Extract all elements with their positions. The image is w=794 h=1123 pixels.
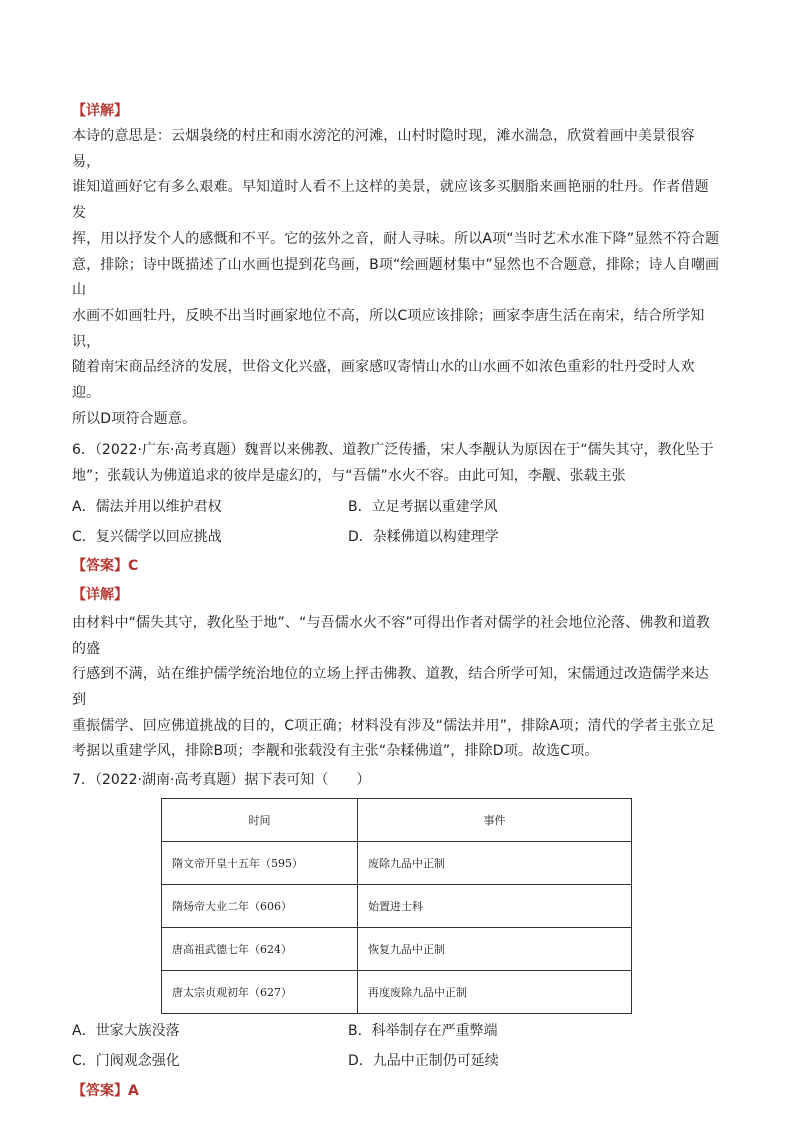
detail-heading-1: 【详解】 — [72, 103, 128, 119]
question-6-stem-line: 6．（2022·广东·高考真题）魏晋以来佛教、道教广泛传播，宋人李觏认为原因在于“儒失其守，教化坠于 — [72, 442, 714, 459]
explanation-line: 挥，用以抒发个人的感慨和不平。它的弦外之音，耐人寻味。所以A项“当时艺术水准下降”显然不符合题 — [72, 230, 720, 247]
table-cell: 再度废除九品中正制 — [358, 970, 632, 1013]
history-table — [161, 798, 632, 1014]
question-6-answer — [72, 553, 722, 579]
option-b: B．立足考据以重建学风 — [348, 498, 498, 515]
explanation-line: 随着南宋商品经济的发展，世俗文化兴盛，画家感叹寄情山水的山水画不如浓色重彩的牡丹受时人欢迎。 — [72, 359, 695, 402]
option-d: D．九品中正制仍可延续 — [348, 1052, 499, 1069]
explanation-line: 考据以重建学风，排除B项；李觏和张载没有主张“杂糅佛道”，排除D项。故选C项。 — [72, 743, 599, 760]
question-6 — [72, 438, 722, 489]
question-6-stem-line: 地”；张载认为佛道追求的彼岸是虚幻的，与“吾儒”水火不容。由此可知，李觏、张载主张 — [72, 468, 626, 485]
answer-value: A — [128, 1082, 139, 1099]
explanation-line: 由材料中“儒失其守，教化坠于地”、“与吾儒水火不容”可得出作者对儒学的社会地位沦落、佛教和道教的盛 — [72, 614, 711, 657]
table-cell: 隋炀帝大业二年（606） — [162, 884, 358, 927]
explanation-line: 水画不如画牡丹，反映不出当时画家地位不高，所以C项应该排除；画家李唐生活在南宋，结合所学知识， — [72, 307, 705, 350]
option-c: C．门阀观念强化 — [72, 1052, 180, 1069]
table-header-row — [162, 798, 632, 841]
detail-heading-2: 【详解】 — [72, 586, 128, 603]
explanation-line: 谁知道画好它有多么艰难。早知道时人看不上这样的美景，就应该多买胭脂来画艳丽的牡丹。作者借题发 — [72, 179, 709, 222]
answer-label: 【答案】 — [72, 1082, 128, 1099]
document-page — [72, 98, 722, 1104]
explanation-line: 重振儒学、回应佛道挑战的目的，C项正确；材料没有涉及“儒法并用”，排除A项；清代的学者主张立足 — [72, 717, 715, 734]
table-cell: 恢复九品中正制 — [358, 927, 632, 970]
explanation-paragraph-1 — [72, 124, 722, 432]
table-row — [162, 841, 632, 884]
question-7-answer — [72, 1078, 722, 1104]
table-cell: 唐太宗贞观初年（627） — [162, 970, 358, 1013]
answer-label: 【答案】 — [72, 557, 128, 574]
explanation-paragraph-2 — [72, 611, 722, 765]
explanation-line: 所以D项符合题意。 — [72, 410, 197, 427]
table-row — [162, 970, 632, 1013]
question-7-stem-line: 7．（2022·湖南·高考真题）据下表可知（ ） — [72, 772, 371, 789]
option-a: A．儒法并用以维护君权 — [72, 498, 222, 515]
table-header-cell: 时间 — [162, 798, 358, 841]
explanation-line: 行感到不满，站在维护儒学统治地位的立场上抨击佛教、道教，结合所学可知，宋儒通过改造儒学来达到 — [72, 666, 709, 708]
table-cell: 唐高祖武德七年（624） — [162, 927, 358, 970]
explanation-line: 意，排除；诗中既描述了山水画也提到花鸟画，B项“绘画题材集中”显然也不合题意，排除；诗人自嘲画山 — [72, 256, 720, 299]
option-b: B．科举制存在严重弊端 — [348, 1022, 498, 1039]
table-cell: 始置进士科 — [358, 884, 632, 927]
option-d: D．杂糅佛道以构建理学 — [348, 528, 499, 545]
table-cell: 隋文帝开皇十五年（595） — [162, 841, 358, 884]
question-7 — [72, 768, 722, 794]
question-7-options — [72, 1016, 722, 1076]
table-header-cell: 事件 — [358, 798, 632, 841]
question-6-options — [72, 492, 722, 552]
answer-value: C — [128, 557, 139, 574]
table-cell: 废除九品中正制 — [358, 841, 632, 884]
table-row — [162, 884, 632, 927]
option-c: C．复兴儒学以回应挑战 — [72, 528, 222, 545]
table-row — [162, 927, 632, 970]
option-a: A．世家大族没落 — [72, 1022, 180, 1039]
explanation-line: 本诗的意思是：云烟袅绕的村庄和雨水滂沱的河滩，山村时隐时现，滩水湍急，欣赏着画中美景很容易， — [72, 128, 695, 170]
